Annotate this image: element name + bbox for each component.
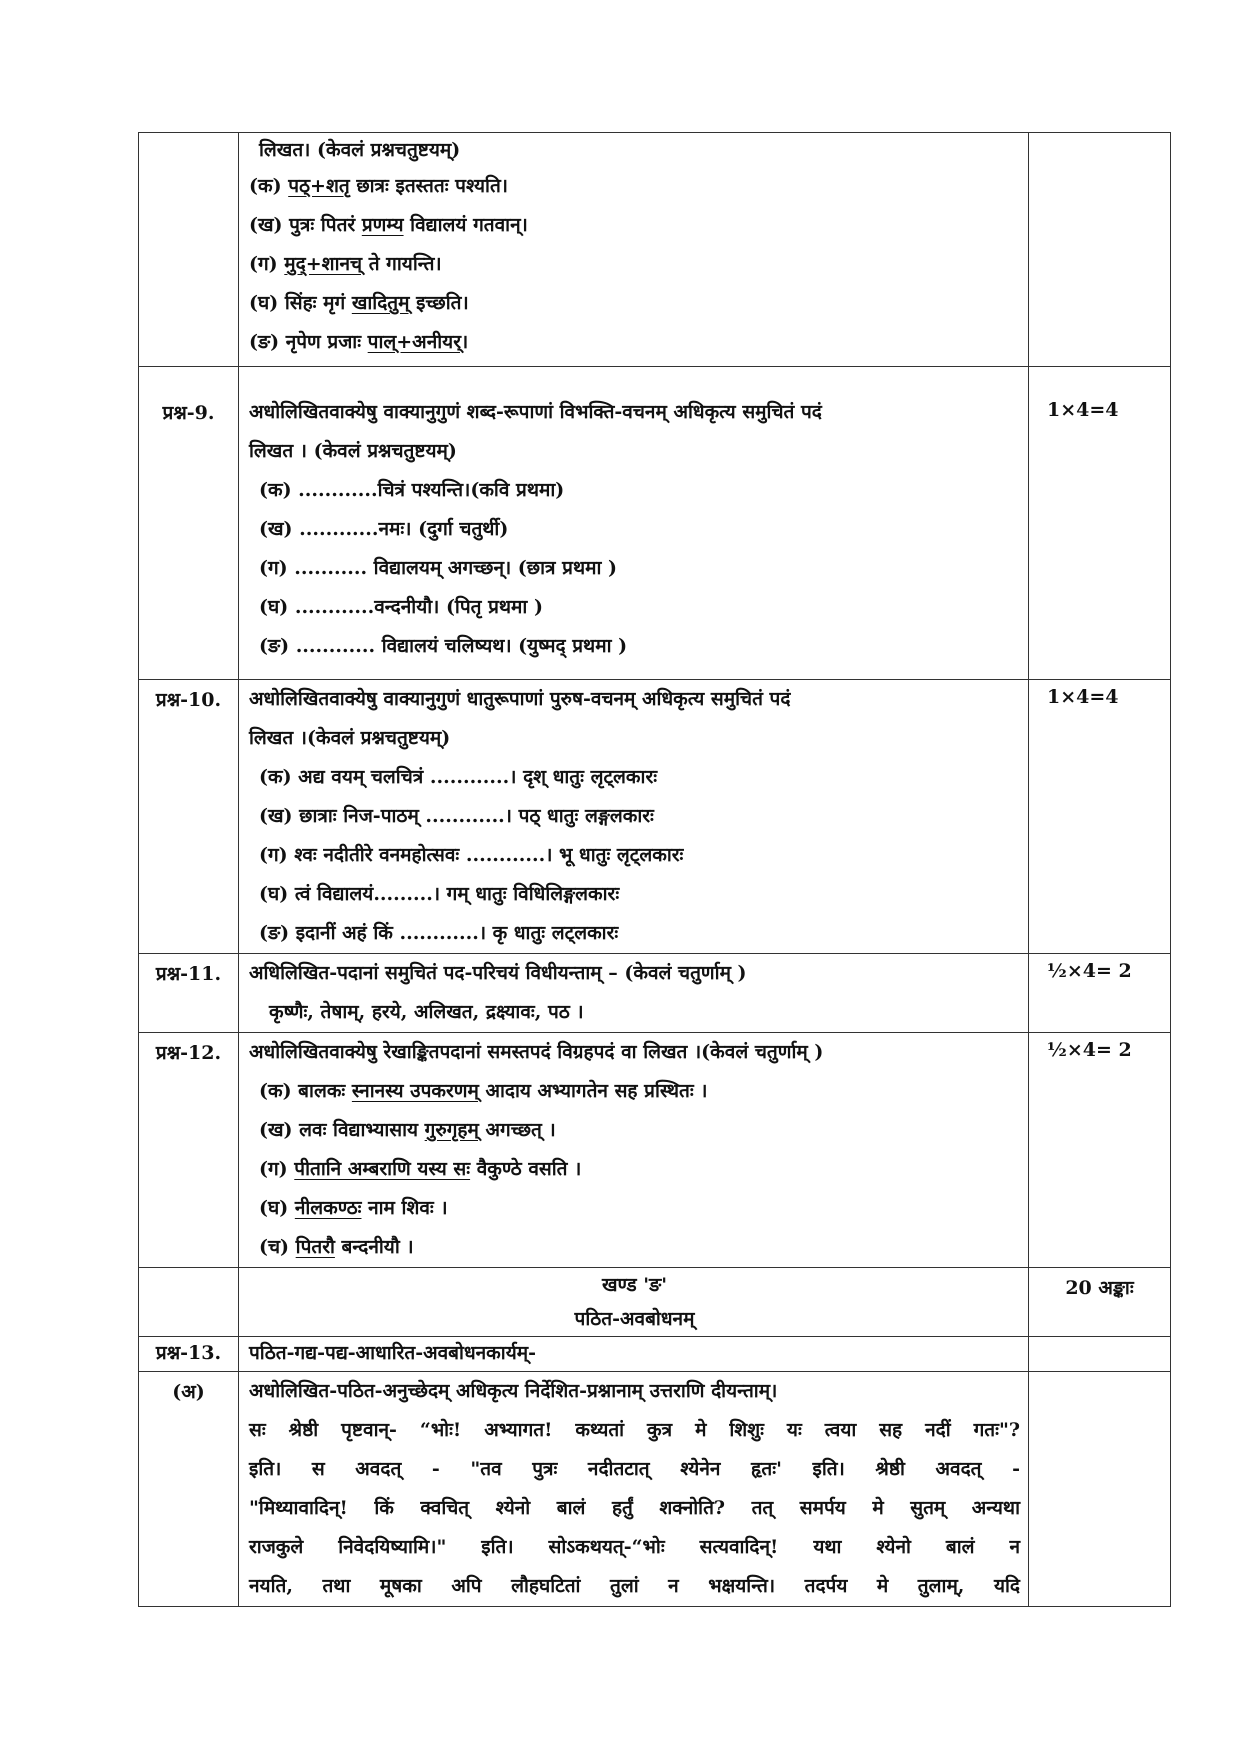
q10-item-kha: (ख) छात्राः निज-पाठम् ............। पठ् धातुः लङ्गलकारः xyxy=(259,805,654,827)
section-subtitle: पठित-अवबोधनम् xyxy=(574,1308,695,1330)
q10-instruction-line2: लिखत ।(केवलं प्रश्नचतुष्टयम्) xyxy=(249,727,451,749)
q12-item-gha: (घ) नीलकण्ठः नाम शिवः । xyxy=(259,1197,448,1219)
q11-words: कृष्णैः, तेषाम्, हरये, अलिखत, द्रक्ष्यावः, पठ । xyxy=(269,1001,584,1023)
q11-number: प्रश्न-11. xyxy=(139,954,239,1033)
q10-instruction-line1: अधोलिखितवाक्येषु वाक्यानुगुणं धातुरूपाणां पुरुष-वचनम् अधिकृत्य समुचितं पदं xyxy=(249,688,791,710)
qa-passage-line1: सः श्रेष्ठी पृष्टवान्- “भोः! अभ्यागत! कथ्यतां कुत्र मे शिशुः यः त्वया सह नदीं गतः"? xyxy=(249,1419,1020,1441)
q11-content xyxy=(239,954,1029,1033)
qa-passage-line5: नयति, तथा मूषका अपि लौहघटितां तुलां न भक्षयन्ति। तदर्पय मे तुलाम्, यदि xyxy=(249,1575,1020,1597)
qa-passage-line3: "मिथ्यावादिन्! किं क्वचित् श्येनो बालं हर्तुं शक्नोति? तत् समर्पय मे सुतम् अन्यथा xyxy=(249,1497,1020,1519)
section-marks: 20 अङ्काः xyxy=(1029,1268,1171,1337)
q10-item-ga: (ग) श्वः नदीतीरे वनमहोत्सवः ............। भू धातुः लृट्लकारः xyxy=(259,844,684,866)
q9-content xyxy=(239,367,1029,680)
q8-item-nga: (ङ) नृपेण प्रजाः पाल्+अनीयर्। xyxy=(249,331,469,353)
q12-marks: ½×4= 2 xyxy=(1029,1033,1171,1268)
q12-item-kha: (ख) लवः विद्याभ्यासाय गुरुगृहम् अगच्छत् । xyxy=(259,1119,556,1141)
q8-item-ka: (क) पठ्+शतृ छात्रः इतस्ततः पश्यति। xyxy=(249,175,509,197)
q12-content xyxy=(239,1033,1029,1268)
q12-item-ka: (क) बालकः स्नानस्य उपकरणम् आदाय अभ्यागतेन सह प्रस्थितः । xyxy=(259,1080,708,1102)
row-section-header xyxy=(139,1268,1171,1337)
q13-number: प्रश्न-13. xyxy=(139,1337,239,1372)
qa-number: (अ) xyxy=(139,1372,239,1607)
row-qa xyxy=(139,1372,1171,1607)
q13-instruction: पठित-गद्य-पद्य-आधारित-अवबोधनकार्यम्- xyxy=(249,1342,536,1364)
qa-passage-line2: इति। स अवदत् - "तव पुत्रः नदीतटात् श्येनेन हृतः' इति। श्रेष्ठी अवदत् - xyxy=(249,1458,1020,1480)
q12-instruction: अधोलिखितवाक्येषु रेखाङ्कितपदानां समस्तपदं विग्रहपदं वा लिखत ।(केवलं चतुर्णाम् ) xyxy=(249,1041,824,1063)
q9-item-ka: (क) ............चित्रं पश्यन्ति।(कवि प्रथमा) xyxy=(259,479,565,501)
qa-passage-line4: राजकुले निवेदयिष्यामि।" इति। सोऽकथयत्-“भोः सत्यवादिन्! यथा श्येनो बालं न xyxy=(249,1536,1020,1558)
q10-number: प्रश्न-10. xyxy=(139,680,239,954)
section-heading xyxy=(239,1268,1029,1337)
q12-item-ga: (ग) पीतानि अम्बराणि यस्य सः वैकुण्ठे वसति । xyxy=(259,1158,582,1180)
q8-content xyxy=(239,133,1029,367)
qa-marks-cell xyxy=(1029,1372,1171,1607)
row-q8-continued xyxy=(139,133,1171,367)
q8-item-gha: (घ) सिंहः मृगं खादितुम् इच्छति। xyxy=(249,292,469,314)
q10-marks: 1×4=4 xyxy=(1029,680,1171,954)
q10-item-gha: (घ) त्वं विद्यालयं.........। गम् धातुः विधिलिङ्गलकारः xyxy=(259,883,620,905)
q9-instruction-line1: अधोलिखितवाक्येषु वाक्यानुगुणं शब्द-रूपाणां विभक्ति-वचनम् अधिकृत्य समुचितं पदं xyxy=(249,401,822,423)
qa-content xyxy=(239,1372,1029,1607)
section-title: खण्ड 'ङ' xyxy=(601,1274,668,1296)
q13-content xyxy=(239,1337,1029,1372)
q10-item-ka: (क) अद्य वयम् चलचित्रं ............। दृश् धातुः लृट्लकारः xyxy=(259,766,658,788)
row-q11 xyxy=(139,954,1171,1033)
q9-instruction-line2: लिखत । (केवलं प्रश्नचतुष्टयम्) xyxy=(249,440,457,462)
row-q9 xyxy=(139,367,1171,680)
q10-content xyxy=(239,680,1029,954)
q12-item-cha: (च) पितरौ बन्दनीयौ । xyxy=(259,1236,414,1258)
qa-passage xyxy=(249,1411,1020,1606)
q8-number-cell xyxy=(139,133,239,367)
q8-item-kha: (ख) पुत्रः पितरं प्रणम्य विद्यालयं गतवान्। xyxy=(249,214,528,236)
q9-marks: 1×4=4 xyxy=(1029,367,1171,680)
q11-marks: ½×4= 2 xyxy=(1029,954,1171,1033)
section-number-cell xyxy=(139,1268,239,1337)
q9-item-nga: (ङ) ............ विद्यालयं चलिष्यथ। (युष्मद् प्रथमा ) xyxy=(259,635,628,657)
q13-marks-cell xyxy=(1029,1337,1171,1372)
q8-marks-cell xyxy=(1029,133,1171,367)
q9-item-kha: (ख) ............नमः। (दुर्गा चतुर्थी) xyxy=(259,518,509,540)
q12-number: प्रश्न-12. xyxy=(139,1033,239,1268)
question-table xyxy=(138,132,1171,1607)
q11-instruction: अधिलिखित-पदानां समुचितं पद-परिचयं विधीयन्ताम् – (केवलं चतुर्णाम् ) xyxy=(249,962,747,984)
q8-instruction-tail: लिखत। (केवलं प्रश्नचतुष्टयम्) xyxy=(259,139,461,161)
row-q10 xyxy=(139,680,1171,954)
row-q12 xyxy=(139,1033,1171,1268)
q9-item-gha: (घ) ............वन्दनीयौ। (पितृ प्रथमा ) xyxy=(259,596,543,618)
q10-item-nga: (ङ) इदानीं अहं किं ............। कृ धातुः लट्लकारः xyxy=(259,922,619,944)
row-q13 xyxy=(139,1337,1171,1372)
q9-number: प्रश्न-9. xyxy=(139,367,239,680)
q9-item-ga: (ग) ........... विद्यालयम् अगच्छन्। (छात्र प्रथमा ) xyxy=(259,557,617,579)
qa-instruction: अधोलिखित-पठित-अनुच्छेदम् अधिकृत्य निर्देशित-प्रश्नानाम् उत्तराणि दीयन्ताम्। xyxy=(249,1380,778,1402)
q8-item-ga: (ग) मुद्+शानच् ते गायन्ति। xyxy=(249,253,442,275)
